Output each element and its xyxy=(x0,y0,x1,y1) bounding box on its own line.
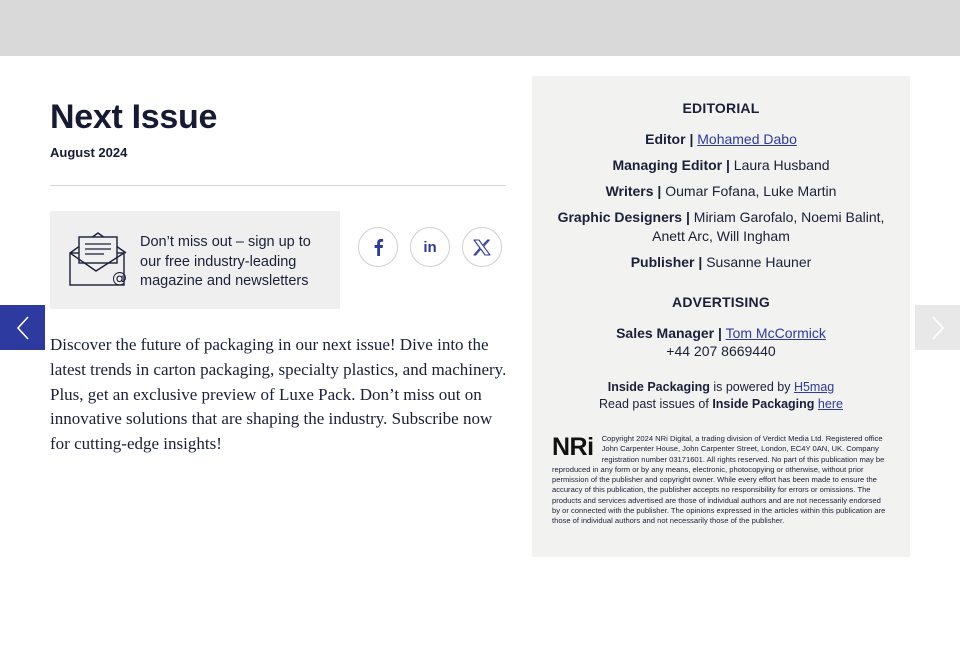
editor-link[interactable]: Mohamed Dabo xyxy=(697,131,797,147)
facebook-icon xyxy=(372,238,384,256)
chevron-right-icon xyxy=(931,316,945,340)
sales-manager-row xyxy=(532,324,910,343)
past-issues-row xyxy=(532,396,910,412)
editor-row xyxy=(532,130,910,149)
issue-date: August 2024 xyxy=(50,145,128,160)
svg-text:@: @ xyxy=(112,269,127,287)
sales-phone: +44 207 8669440 xyxy=(666,343,776,359)
designers-names-line1: Miriam Garofalo, Noemi Balint, xyxy=(693,209,885,225)
graphic-designers-row-2 xyxy=(532,227,910,246)
publisher-row xyxy=(532,253,910,272)
designers-label: Graphic Designers | xyxy=(557,209,690,225)
writers-names: Oumar Fofana, Luke Martin xyxy=(665,183,837,199)
linkedin-share-button[interactable] xyxy=(410,227,450,267)
graphic-designers-row xyxy=(532,208,910,227)
managing-editor-name: Laura Husband xyxy=(733,157,830,173)
x-icon xyxy=(473,239,491,256)
writers-label: Writers | xyxy=(605,183,662,199)
writers-row xyxy=(532,182,910,201)
editor-label: Editor | xyxy=(645,131,694,147)
signup-text: Don’t miss out – sign up to our free industry-leading magazine and newsletters xyxy=(140,234,311,289)
copyright-text: Copyright 2024 NRi Digital, a trading division of Verdict Media Ltd. Registered office John Carpenter House, John Carpenter Street, London, EC4Y 0AN, UK. Company registration number 03171601. All rights reserved. No part of this publication may be reproduced in any form or by any means, electronic, photocopying or otherwise, without prior permission of the publisher and copyright owner. While every effort has been made to ensure the accuracy of this publication, the publisher accepts no responsibility for errors or omissions. The products and services advertised are those of individual authors and are not necessarily endorsed by or connected with the publisher. The opinions expressed in the articles within this publication are those of individual authors and not necessarily those of the publisher. xyxy=(552,434,886,526)
sales-label: Sales Manager | xyxy=(616,325,722,341)
publisher-name: Susanne Hauner xyxy=(706,254,812,270)
editorial-heading: EDITORIAL xyxy=(682,100,760,116)
mail-icon xyxy=(68,231,128,289)
top-bar xyxy=(0,0,960,56)
masthead-panel xyxy=(532,76,910,557)
facebook-share-button[interactable] xyxy=(358,227,398,267)
divider xyxy=(50,185,506,186)
previous-page-button[interactable] xyxy=(0,305,45,350)
powered-brand: Inside Packaging xyxy=(607,380,710,394)
advertising-heading: ADVERTISING xyxy=(672,294,770,310)
managing-editor-row xyxy=(532,156,910,175)
past-text: Read past issues of xyxy=(599,397,709,411)
designers-names-line2: Anett Arc, Will Ingham xyxy=(652,228,790,244)
chevron-left-icon xyxy=(16,316,30,340)
sales-manager-link[interactable]: Tom McCormick xyxy=(725,325,826,341)
managing-editor-label: Managing Editor | xyxy=(612,157,730,173)
nri-logo: NRi xyxy=(552,433,594,461)
powered-by-row xyxy=(532,379,910,395)
copyright-block xyxy=(552,434,888,527)
issue-description: Discover the future of packaging in our next issue! Dive into the latest trends in carton packaging, specialty plastics, and machinery. Plus, get an exclusive preview of Luxe Pack. Don’t miss out on innovative solutions that are shaping the industry. Subscribe now for cutting-edge insights! xyxy=(50,335,507,454)
past-brand: Inside Packaging xyxy=(712,397,815,411)
x-share-button[interactable] xyxy=(462,227,502,267)
past-issues-link[interactable]: here xyxy=(817,397,843,411)
page-title: Next Issue xyxy=(50,98,218,136)
newsletter-signup-box[interactable] xyxy=(50,211,340,309)
powered-text: is powered by xyxy=(713,380,791,394)
next-page-button[interactable] xyxy=(915,305,960,350)
publisher-label: Publisher | xyxy=(630,254,703,270)
h5mag-link[interactable]: H5mag xyxy=(793,380,835,394)
linkedin-icon: in xyxy=(423,238,437,256)
